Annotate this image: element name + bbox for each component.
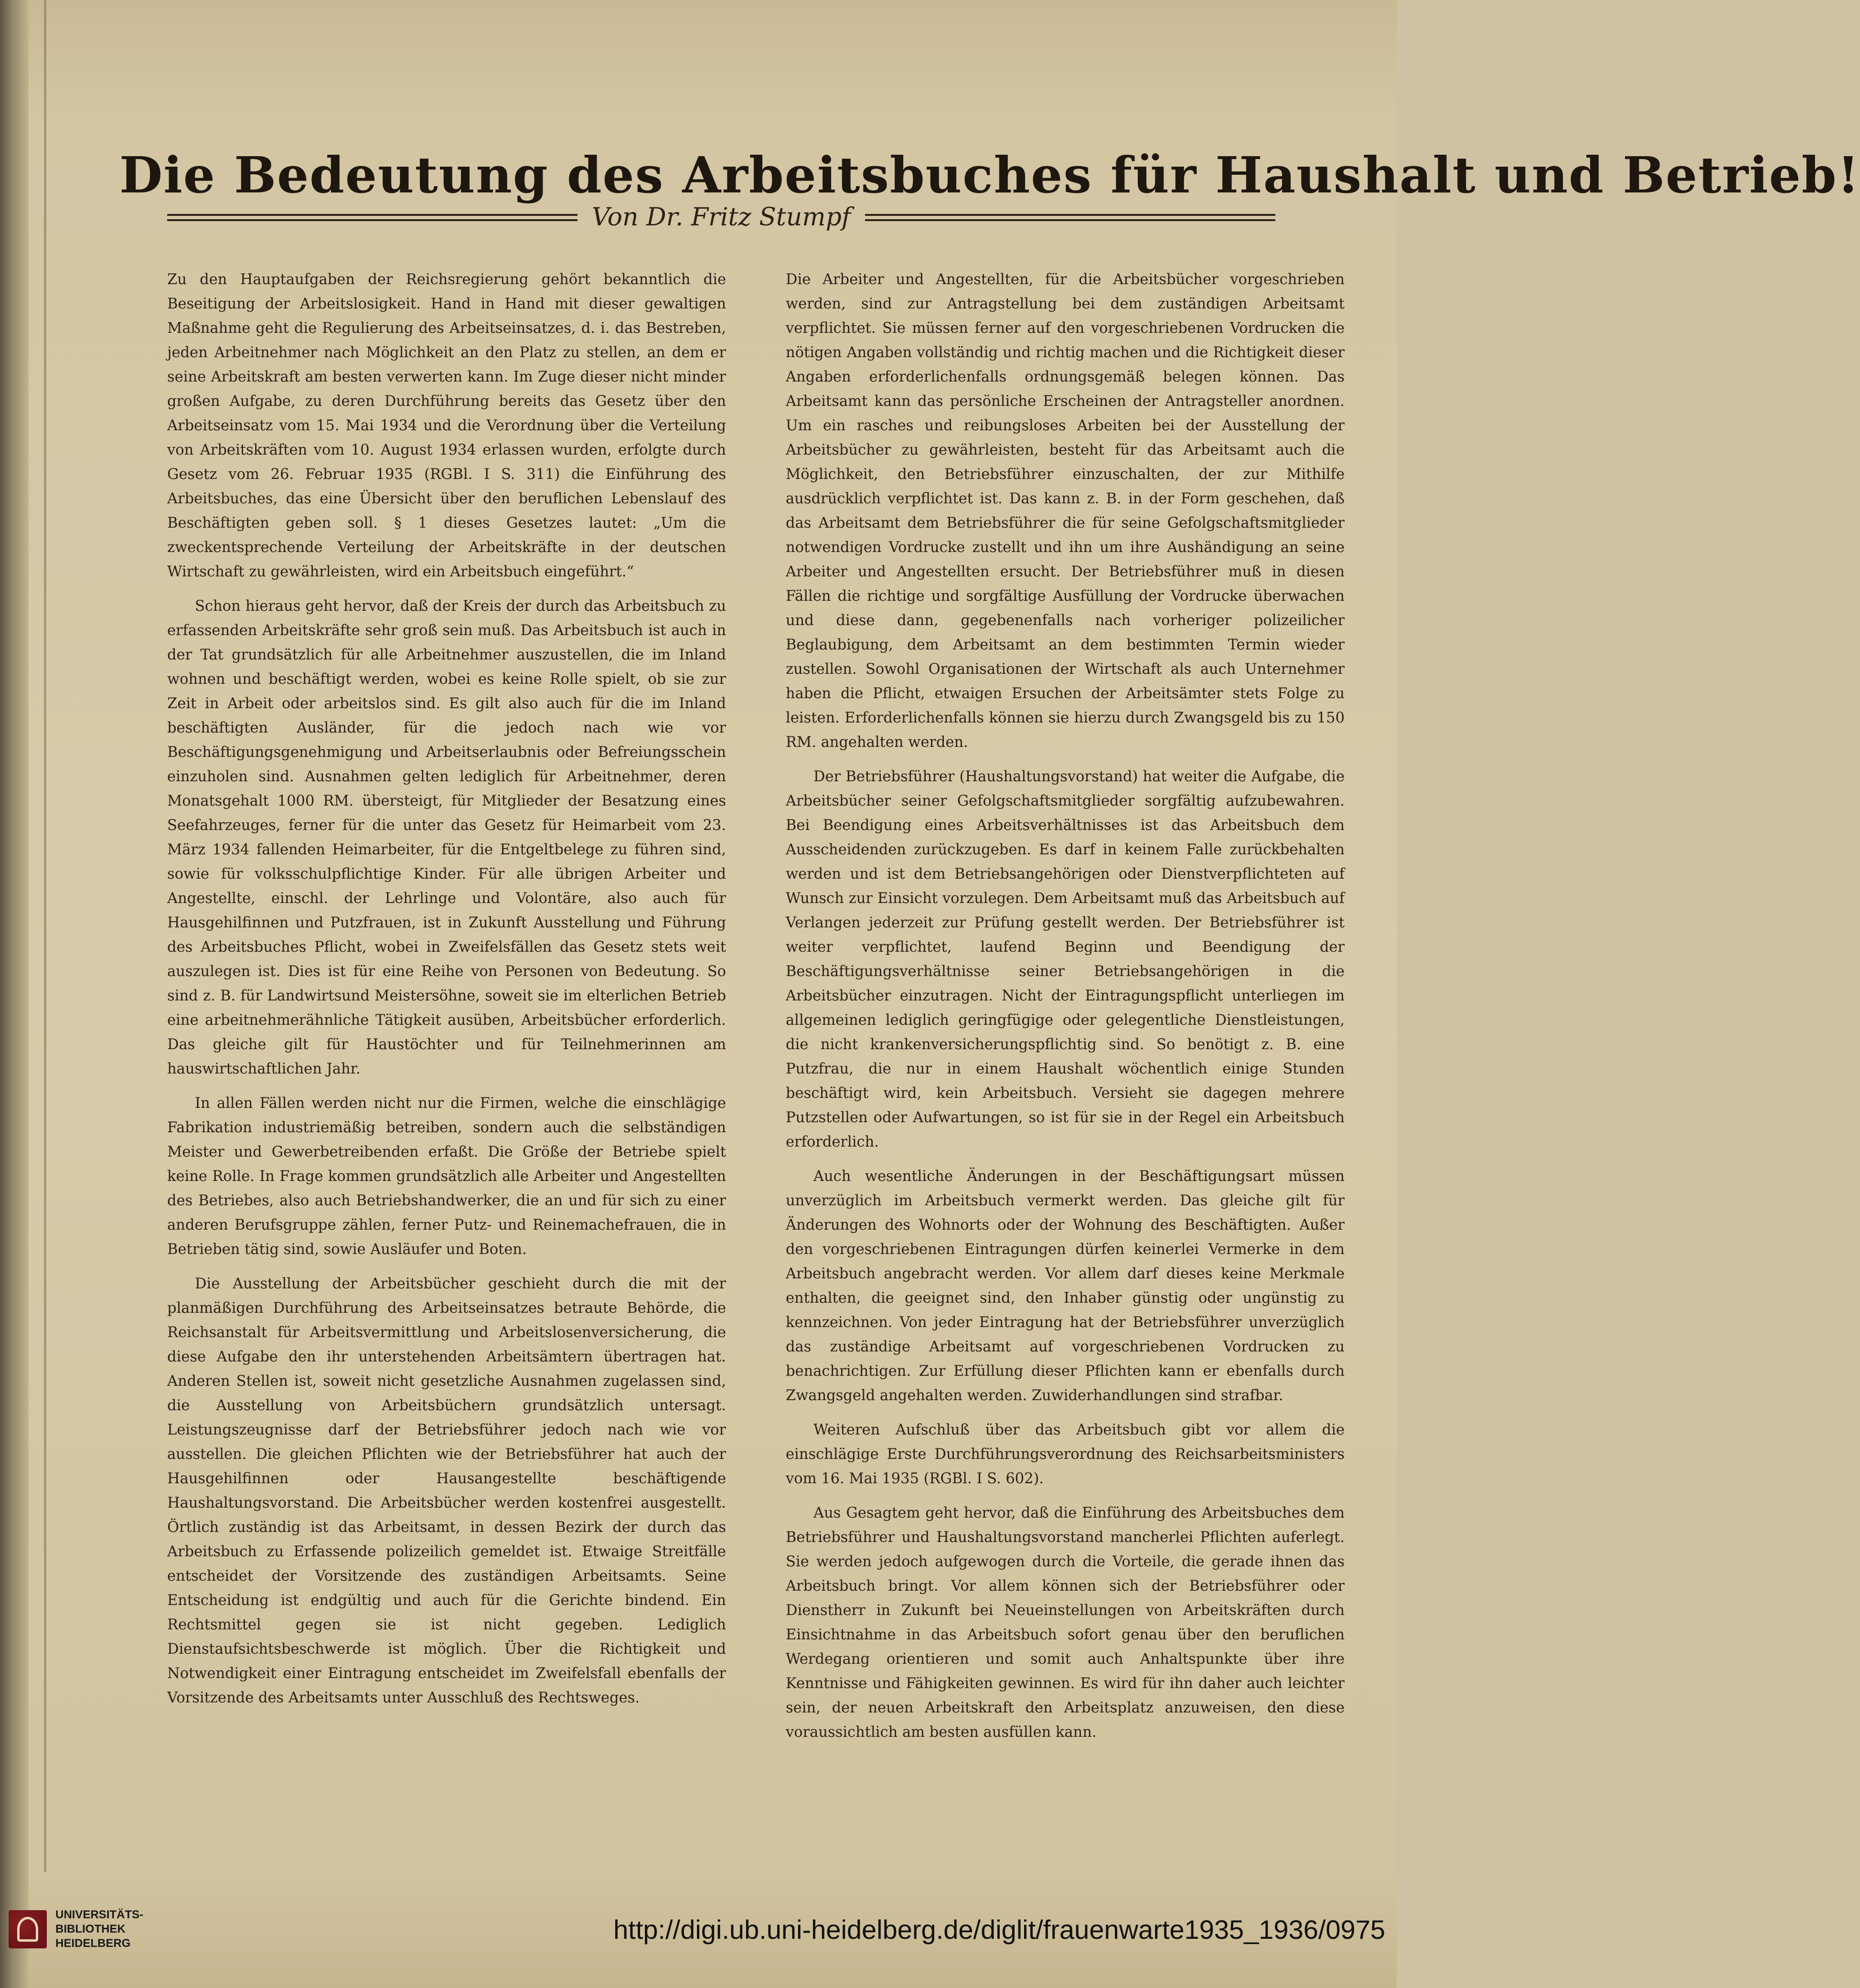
page-fold-line	[44, 0, 46, 1872]
paragraph: Die Arbeiter und Angestellten, für die Arbeitsbücher vorgeschrieben werden, sind zur Antragstellung bei dem zuständigen Arbeitsamt verpflichtet. Sie müssen ferner auf den vorgeschriebenen Vordrucken die nötigen Angaben vollständig und richtig machen und die Richtigkeit dieser Angaben erforderlichenfalls ordnungsgemäß belegen können. Das Arbeitsamt kann das persönliche Erscheinen der Antragsteller anordnen. Um ein rasches und reibungsloses Arbeiten bei der Ausstellung der Arbeitsbücher zu gewährleisten, besteht für das Arbeitsamt auch die Möglichkeit, den Betriebsführer einzuschalten, der zur Mithilfe ausdrücklich verpflichtet ist. Das kann z. B. in der Form geschehen, daß das Arbeitsamt dem Betriebsführer die für seine Gefolgschaftsmitglieder notwendigen Vordrucke zustellt und ihn um ihre Aushändigung an seine Arbeiter und Angestellten ersucht. Der Betriebsführer muß in diesen Fällen die richtige und sorgfältige Ausfüllung der Vordrucke überwachen und diese dann, gegebenenfalls nach vorheriger polizeilicher Beglaubigung, dem Arbeitsamt an dem bestimmten Termin wieder zustellen. Sowohl Organisationen der Wirtschaft als auch Unternehmer haben die Pflicht, etwaigen Ersuchen der Arbeitsämter stets Folge zu leisten. Erforderlichenfalls können sie hierzu durch Zwangsgeld bis zu 150 RM. angehalten werden.	[786, 271, 1345, 751]
source-url-link[interactable]: http://digi.ub.uni-heidelberg.de/diglit/frauenwarte1935_1936/0975	[613, 1914, 1385, 1945]
byline-row	[167, 196, 1275, 239]
paragraph: Weiteren Aufschluß über das Arbeitsbuch gibt vor allem die einschlägige Erste Durchführungsverordnung des Reichsarbeitsministers vom 16. Mai 1935 (RGBl. I S. 602).	[786, 1422, 1345, 1487]
paragraph: Zu den Hauptaufgaben der Reichsregierung gehört bekanntlich die Beseitigung der Arbeitslosigkeit. Hand in Hand mit dieser gewaltigen Maßnahme geht die Regulierung des Arbeitseinsatzes, d. i. das Bestreben, jeden Arbeitnehmer nach Möglichkeit an den Platz zu stellen, an dem er seine Arbeitskraft am besten verwerten kann. Im Zuge dieser nicht minder großen Aufgabe, zu deren Durchführung bereits das Gesetz über den Arbeitseinsatz vom 15. Mai 1934 und die Verordnung über die Verteilung von Arbeitskräften vom 10. August 1934 erlassen wurden, erfolgte durch Gesetz vom 26. Februar 1935 (RGBl. I S. 311) die Einführung des Arbeitsbuches, das eine Übersicht über den beruflichen Lebenslauf des Beschäftigten geben soll. § 1 dieses Gesetzes lautet: „Um die zweckentsprechende Verteilung der Arbeitskräfte in der deutschen Wirtschaft zu gewährleisten, wird ein Arbeitsbuch eingeführt.“	[167, 271, 726, 580]
logo-line: HEIDELBERG	[55, 1937, 131, 1950]
paragraph: Aus Gesagtem geht hervor, daß die Einführung des Arbeitsbuches dem Betriebsführer und Haushaltungsvorstand mancherlei Pflichten auferlegt. Sie werden jedoch aufgewogen durch die Vorteile, die gerade ihnen das Arbeitsbuch bringt. Vor allem können sich der Betriebsführer oder Dienstherr in Zukunft bei Neueinstellungen von Arbeitskräften durch Einsichtnahme in das Arbeitsbuch sofort genau über den beruflichen Werdegang orientieren und somit auch Anhaltspunkte über ihre Kenntnisse und Fähigkeiten gewinnen. Es wird für ihn daher auch leichter sein, der neuen Arbeitskraft den Arbeitsplatz anzuweisen, den diese voraussichtlich am besten ausfüllen kann.	[786, 1505, 1345, 1741]
paragraph: Der Betriebsführer (Haushaltungsvorstand) hat weiter die Aufgabe, die Arbeitsbücher seiner Gefolgschaftsmitglieder sorgfältig aufzubewahren. Bei Beendigung eines Arbeitsverhältnisses ist das Arbeitsbuch dem Ausscheidenden zurückzugeben. Es darf in keinem Falle zurückbehalten werden und ist dem Betriebsangehörigen oder Dienstverpflichteten auf Wunsch zur Einsicht vorzulegen. Dem Arbeitsamt muß das Arbeitsbuch auf Verlangen jederzeit zur Prüfung gestellt werden. Der Betriebsführer ist weiter verpflichtet, laufend Beginn und Beendigung der Beschäftigungsverhältnisse seiner Betriebsangehörigen in die Arbeitsbücher einzutragen. Nicht der Eintragungspflicht unterliegen im allgemeinen lediglich geringfügige oder gelegentliche Dienstleistungen, die nicht krankenversicherungspflichtig sind. So benötigt z. B. eine Putzfrau, die nur in einem Haushalt wöchentlich einige Stunden beschäftigt wird, kein Arbeitsbuch. Versieht sie dagegen mehrere Putzstellen oder Aufwartungen, so ist für sie in der Regel ein Arbeitsbuch erforderlich.	[786, 768, 1345, 1150]
paragraph: Schon hieraus geht hervor, daß der Kreis der durch das Arbeitsbuch zu erfassenden Arbeitskräfte sehr groß sein muß. Das Arbeitsbuch ist auch in der Tat grundsätzlich für alle Arbeitnehmer auszustellen, die im Inland wohnen und beschäftigt werden, wobei es keine Rolle spielt, ob sie zur Zeit in Arbeit oder arbeitslos sind. Es gilt also auch für die im Inland beschäftigten Ausländer, für die jedoch nach wie vor Beschäftigungsgenehmigung und Arbeitserlaubnis oder Befreiungsschein einzuholen sind. Ausnahmen gelten lediglich für Arbeitnehmer, deren Monatsgehalt 1000 RM. übersteigt, für Mitglieder der Besatzung eines Seefahrzeuges, ferner für die unter das Gesetz für Heimarbeit vom 23. März 1934 fallenden Heimarbeiter, für die Entgeltbelege zu führen sind, sowie für volksschulpflichtige Kinder. Für alle übrigen Arbeiter und Angestellte, einschl. der Lehrlinge und Volontäre, also auch für Hausgehilfinnen und Putzfrauen, ist in Zukunft Ausstellung und Führung des Arbeitsbuches Pflicht, wobei in Zweifelsfällen das Gesetz stets weit auszulegen ist. Dies ist für eine Reihe von Personen von Bedeutung. So sind z. B. für Landwirtsund Meistersöhne, soweit sie im elterlichen Betrieb eine arbeitnehmerähnliche Tätigkeit ausüben, Arbeitsbücher erforderlich. Das gleiche gilt für Haustöchter und für Teilnehmerinnen am hauswirtschaftlichen Jahr.	[167, 598, 726, 1077]
logo-line: UNIVERSITÄTS-	[55, 1908, 144, 1921]
library-logo-text	[55, 1908, 143, 1951]
paragraph: In allen Fällen werden nicht nur die Firmen, welche die einschlägige Fabrikation industriemäßig betreiben, sondern auch die selbständigen Meister und Gewerbetreibenden erfaßt. Die Größe der Betriebe spielt keine Rolle. In Frage kommen grundsätzlich alle Arbeiter und Angestellten des Betriebes, also auch Betriebshandwerker, die an und für sich zu einer anderen Berufsgruppe zählen, ferner Putz- und Reinemachefrauen, die in Betrieben tätig sind, sowie Ausläufer und Boten.	[167, 1095, 726, 1258]
text-column-right	[786, 267, 1345, 1754]
paragraph: Auch wesentliche Änderungen in der Beschäftigungsart müssen unverzüglich im Arbeitsbuch vermerkt werden. Das gleiche gilt für Änderungen des Wohnorts oder der Wohnung des Beschäftigten. Außer den vorgeschriebenen Eintragungen dürfen keinerlei Vermerke in dem Arbeitsbuch angebracht werden. Vor allem darf dieses keine Merkmale enthalten, die geeignet sind, den Inhaber günstig oder ungünstig zu kennzeichnen. Von jeder Eintragung hat der Betriebsführer unverzüglich das zuständige Arbeitsamt auf vorgeschriebenen Vordrucken zu benachrichtigen. Zur Erfüllung dieser Pflichten kann er ebenfalls durch Zwangsgeld angehalten werden. Zuwiderhandlungen sind strafbar.	[786, 1168, 1345, 1404]
byline-rule-right	[865, 214, 1275, 221]
article-byline: Von Dr. Fritz Stumpf	[591, 203, 851, 232]
text-column-left	[167, 267, 726, 1720]
paragraph: Die Ausstellung der Arbeitsbücher geschieht durch die mit der planmäßigen Durchführung des Arbeitseinsatzes betraute Behörde, die Reichsanstalt für Arbeitsvermittlung und Arbeitslosenversicherung, die diese Aufgabe den ihr unterstehenden Arbeitsämtern übertragen hat. Anderen Stellen ist, soweit nicht gesetzliche Ausnahmen zugelassen sind, die Ausstellung von Arbeitsbüchern grundsätzlich untersagt. Leistungszeugnisse darf der Betriebsführer jedoch nach wie vor ausstellen. Die gleichen Pflichten wie der Betriebsführer hat auch der Hausgehilfinnen oder Hausangestellte beschäftigende Haushaltungsvorstand. Die Arbeitsbücher werden kostenfrei ausgestellt. Örtlich zuständig ist das Arbeitsamt, in dessen Bezirk der durch das Arbeitsbuch zu Erfassende polizeilich gemeldet ist. Etwaige Streitfälle entscheidet der Vorsitzende des zuständigen Arbeitsamts. Seine Entscheidung ist endgültig und auch für die Gerichte bindend. Ein Rechtsmittel gegen sie ist nicht gegeben. Lediglich Dienstaufsichtsbeschwerde ist möglich. Über die Richtigkeit und Notwendigkeit einer Eintragung entscheidet im Zweifelsfall ebenfalls der Vorsitzende des Arbeitsamts unter Ausschluß des Rechtsweges.	[167, 1276, 726, 1706]
byline-rule-left	[167, 214, 577, 221]
page-binding-edge	[0, 0, 29, 1988]
library-seal-icon	[9, 1910, 47, 1948]
article-title: Die Bedeutung des Arbeitsbuches für Haushalt und Betrieb!	[119, 145, 1860, 204]
logo-line: BIBLIOTHEK	[55, 1923, 126, 1935]
library-logo[interactable]	[9, 1903, 171, 1956]
